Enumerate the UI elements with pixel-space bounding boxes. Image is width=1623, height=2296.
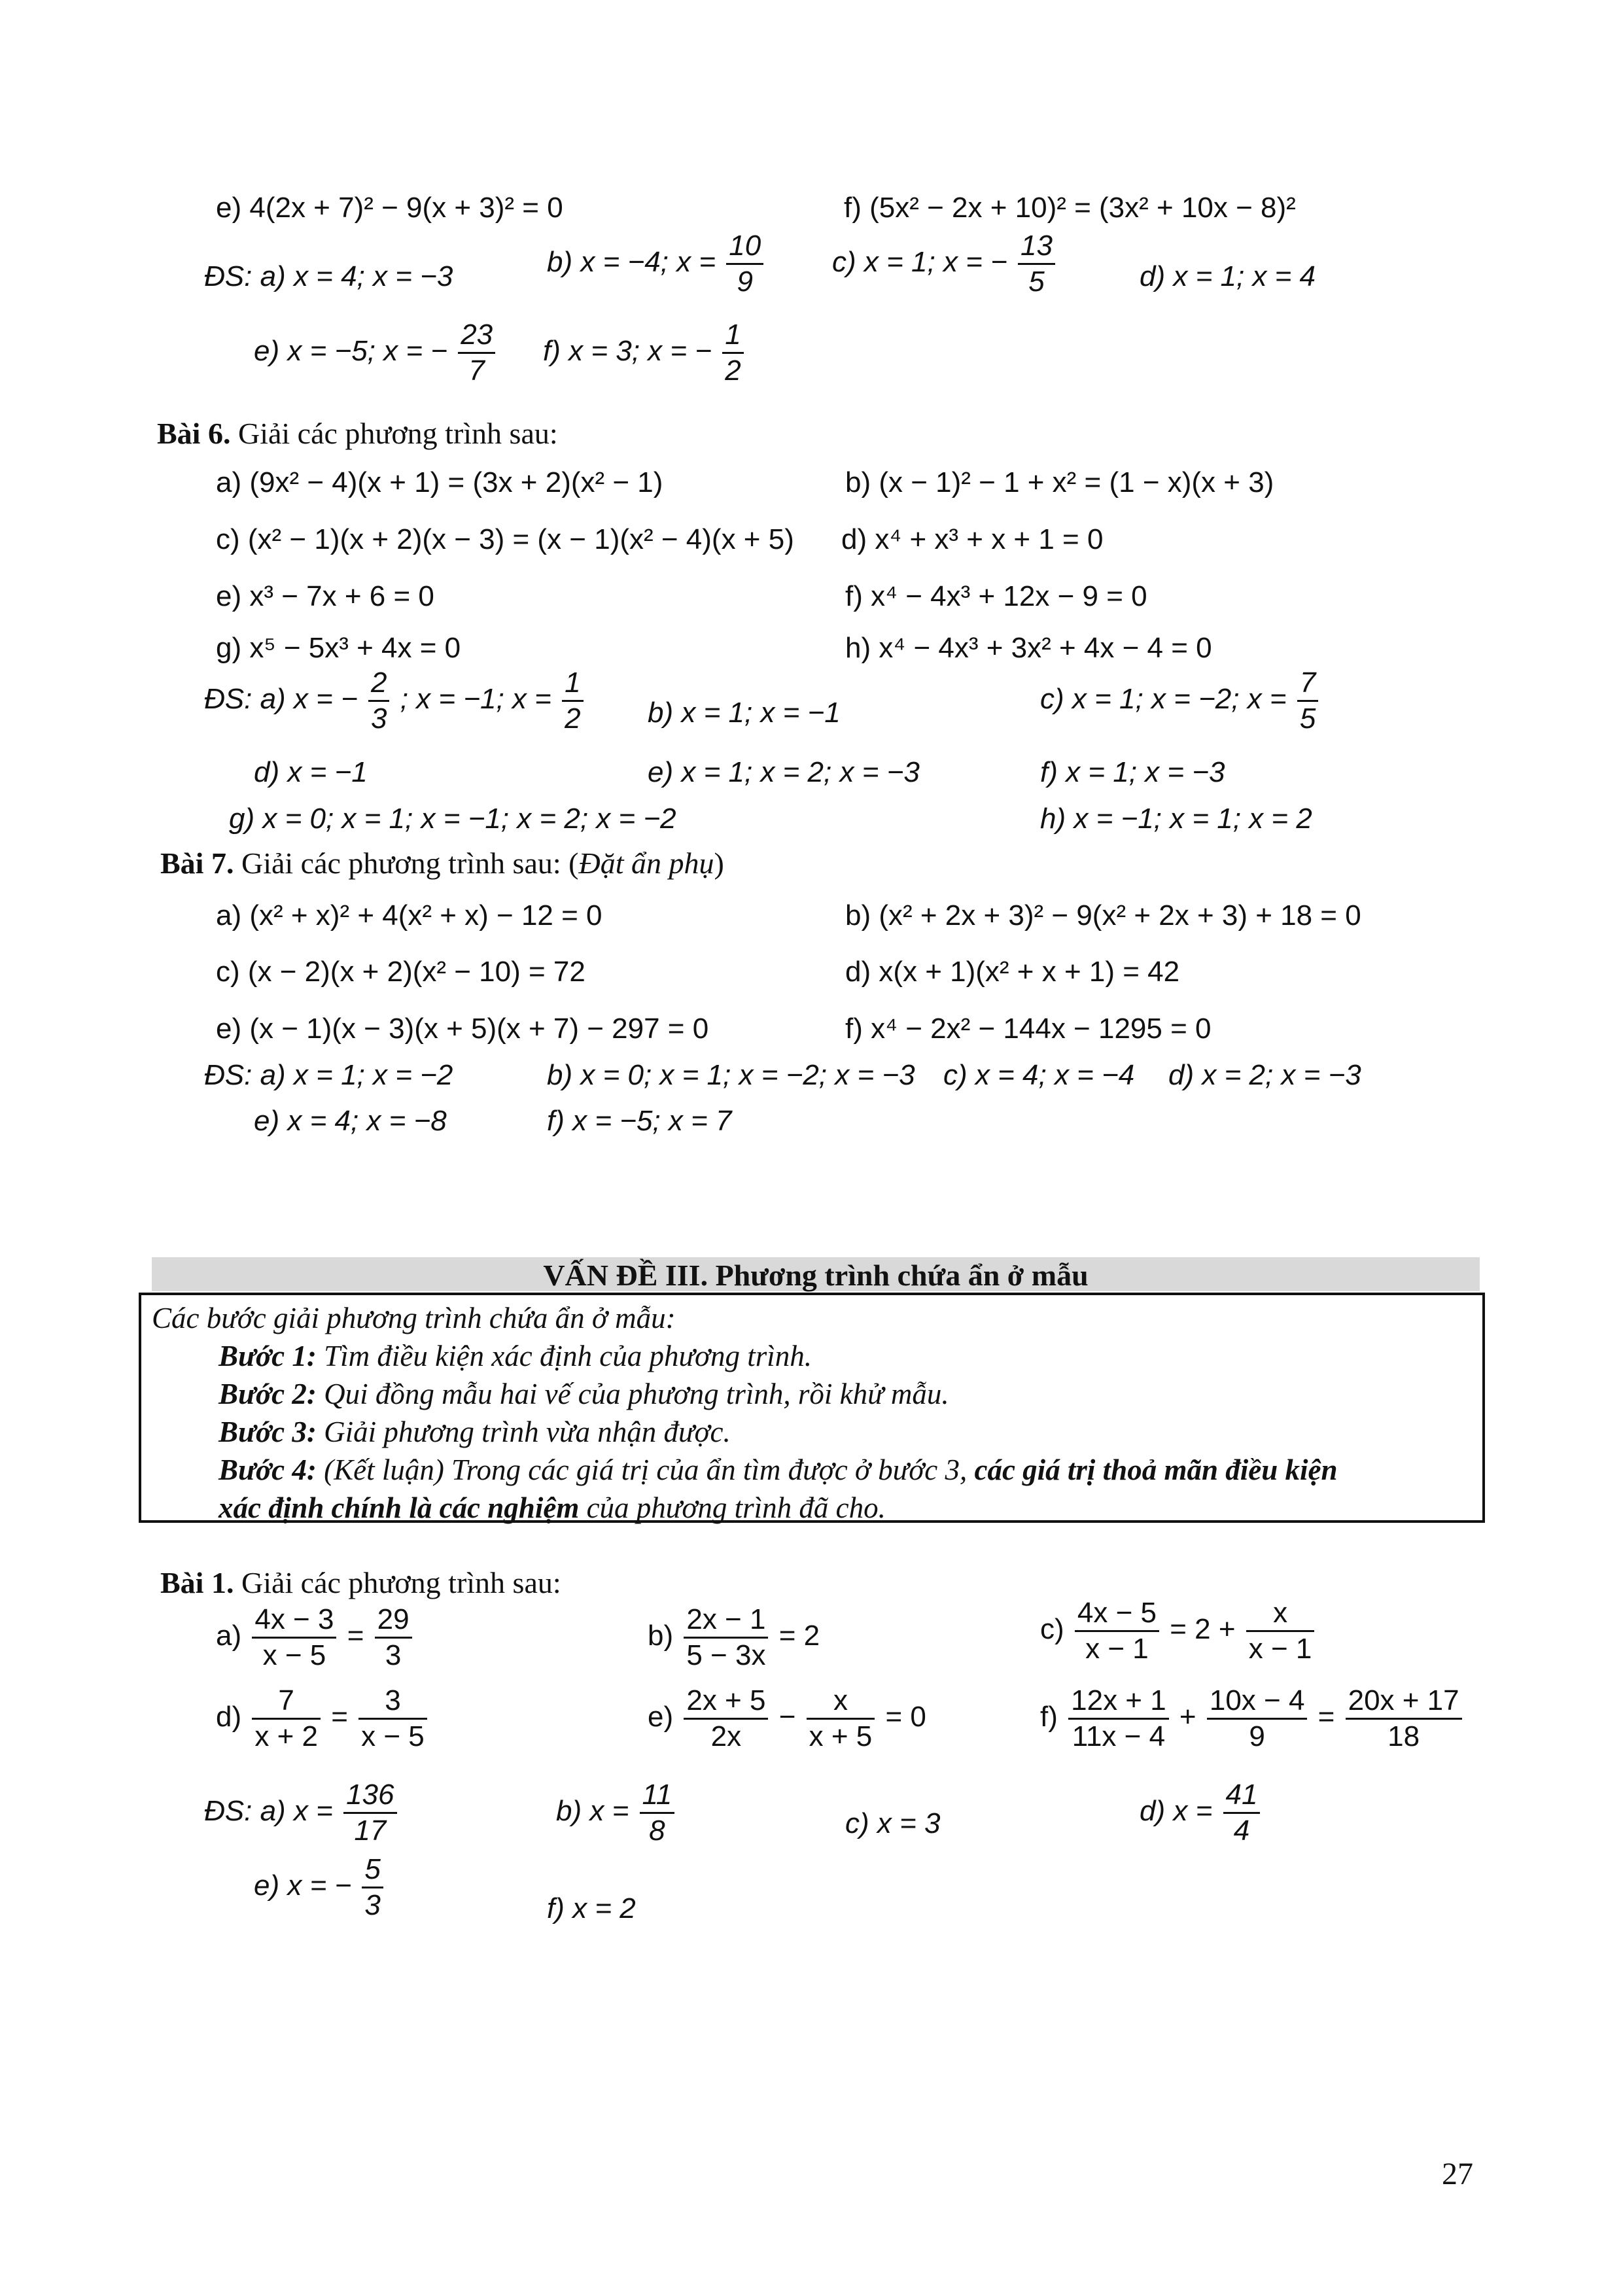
step-4-cont <box>152 1489 1472 1527</box>
bai7-number: Bài 7. <box>160 846 234 880</box>
step-4-label: Bước 4: <box>218 1453 317 1486</box>
answer-5c-text: c) x = 1; x = − <box>832 246 1007 279</box>
bai1-number: Bài 1. <box>160 1566 234 1599</box>
problem-1f-num2: 10x − 4 <box>1207 1684 1308 1720</box>
answer-7e: e) x = 4; x = −8 <box>254 1105 447 1137</box>
answer-1e-text: e) x = − <box>254 1870 352 1902</box>
answer-5c-den: 5 <box>1028 266 1045 298</box>
problem-6b: b) (x − 1)² − 1 + x² = (1 − x)(x + 3) <box>845 466 1274 498</box>
answer-5b-text: b) x = −4; x = <box>547 246 716 279</box>
problem-1c-label: c) <box>1040 1613 1064 1646</box>
problem-6h: h) x⁴ − 4x³ + 3x² + 4x − 4 = 0 <box>845 632 1212 664</box>
problem-1a-den2: 3 <box>385 1639 402 1671</box>
bai7-title <box>160 845 724 882</box>
answer-1d <box>1140 1778 1263 1848</box>
problem-1d-num1: 7 <box>252 1684 321 1720</box>
answer-6a-den1: 3 <box>371 703 387 735</box>
answer-1e-num: 5 <box>362 1852 383 1888</box>
step-2-text: Qui đồng mẫu hai vế của phương trình, rồi khử mẫu. <box>316 1378 949 1410</box>
problem-1f-label: f) <box>1040 1701 1058 1733</box>
problem-7c: c) (x − 2)(x + 2)(x² − 10) = 72 <box>216 956 585 988</box>
answer-5b-den: 9 <box>737 266 753 298</box>
answer-5e-den: 7 <box>468 355 485 387</box>
problem-6f: f) x⁴ − 4x³ + 12x − 9 = 0 <box>845 580 1147 612</box>
answer-6a-text: ĐS: a) x = − <box>204 683 358 716</box>
answer-6b: b) x = 1; x = −1 <box>648 697 841 729</box>
problem-5e: e) 4(2x + 7)² − 9(x + 3)² = 0 <box>216 192 563 224</box>
answer-7a: ĐS: a) x = 1; x = −2 <box>204 1059 453 1091</box>
steps-box <box>139 1293 1485 1523</box>
answer-1d-den: 4 <box>1233 1815 1250 1847</box>
problem-1f-den3: 18 <box>1387 1720 1420 1752</box>
bai7-instruction: Giải các phương trình sau: ( <box>234 846 579 880</box>
answer-5e-text: e) x = −5; x = − <box>254 335 447 368</box>
answer-label <box>204 258 453 295</box>
problem-5f: f) (5x² − 2x + 10)² = (3x² + 10x − 8)² <box>844 192 1296 224</box>
problem-7e: e) (x − 1)(x − 3)(x + 5)(x + 7) − 297 = 0 <box>216 1013 709 1045</box>
problem-1c-mid: = 2 + <box>1170 1613 1236 1646</box>
bai1-instruction: Giải các phương trình sau: <box>234 1566 561 1599</box>
steps-intro: Các bước giải phương trình chứa ẩn ở mẫu: <box>152 1302 676 1334</box>
step-4-end: của phương trình đã cho. <box>579 1491 886 1524</box>
answer-6h: h) x = −1; x = 1; x = 2 <box>1040 803 1312 835</box>
step-4-emphasis-2: xác định chính là các nghiệm <box>218 1491 580 1524</box>
problem-1d-num2: 3 <box>358 1684 427 1720</box>
answer-1e <box>254 1852 386 1922</box>
problem-1f-eq: = <box>1318 1701 1335 1733</box>
answer-6a-den2: 2 <box>565 703 581 735</box>
answer-6a <box>204 666 586 736</box>
problem-1a-den1: x − 5 <box>262 1639 326 1671</box>
problem-1c-den2: x − 1 <box>1248 1633 1312 1665</box>
answer-7c: c) x = 4; x = −4 <box>943 1059 1135 1091</box>
answer-1c: c) x = 3 <box>845 1807 941 1839</box>
answer-5b-num: 10 <box>726 229 763 265</box>
problem-6a: a) (9x² − 4)(x + 1) = (3x + 2)(x² − 1) <box>216 466 663 498</box>
problem-7f: f) x⁴ − 2x² − 144x − 1295 = 0 <box>845 1013 1212 1045</box>
answer-6c <box>1040 666 1321 736</box>
answer-1a-text: ĐS: a) x = <box>204 1795 333 1828</box>
answer-7f: f) x = −5; x = 7 <box>547 1105 732 1137</box>
answer-1a-den: 17 <box>354 1815 387 1847</box>
bai6-instruction: Giải các phương trình sau: <box>230 417 558 450</box>
step-3-text: Giải phương trình vừa nhận được. <box>316 1416 731 1448</box>
step-4-text: (Kết luận) Trong các giá trị của ẩn tìm được ở bước 3, <box>316 1453 975 1486</box>
answer-1b-den: 8 <box>649 1815 665 1847</box>
problem-1e-den1: 2x <box>710 1720 742 1752</box>
problem-1c-num2: x <box>1246 1596 1315 1632</box>
problem-1d-den2: x − 5 <box>361 1720 425 1752</box>
answer-5f-den: 2 <box>725 355 741 387</box>
answer-6a-mid: ; x = −1; x = <box>400 683 551 716</box>
bai6-number: Bài 6. <box>157 417 231 450</box>
answer-1d-num: 41 <box>1223 1778 1261 1814</box>
problem-6g: g) x⁵ − 5x³ + 4x = 0 <box>216 632 461 664</box>
problem-1b <box>648 1603 820 1673</box>
answer-7d: d) x = 2; x = −3 <box>1168 1059 1361 1091</box>
answer-5c-num: 13 <box>1018 229 1055 265</box>
bai7-hint: Đặt ẩn phụ <box>578 846 714 880</box>
problem-7d: d) x(x + 1)(x² + x + 1) = 42 <box>845 956 1180 988</box>
problem-1b-num: 2x − 1 <box>684 1603 768 1639</box>
answer-6g: g) x = 0; x = 1; x = −1; x = 2; x = −2 <box>229 803 676 835</box>
answer-5a: a) x = 4; x = −3 <box>260 260 453 292</box>
problem-1c-den1: x − 1 <box>1085 1633 1149 1665</box>
problem-1a-label: a) <box>216 1620 242 1652</box>
answer-1b <box>556 1778 677 1848</box>
problem-1f-num3: 20x + 17 <box>1346 1684 1462 1720</box>
section-banner: VẤN ĐỀ III. Phương trình chứa ẩn ở mẫu <box>152 1257 1480 1291</box>
problem-1b-rhs: = 2 <box>778 1620 820 1652</box>
problem-1e-minus: − <box>778 1701 796 1733</box>
step-3 <box>152 1413 1472 1451</box>
answer-label-text: ĐS: <box>204 260 253 292</box>
problem-1f-den2: 9 <box>1249 1720 1265 1752</box>
problem-1a <box>216 1603 415 1673</box>
problem-6d: d) x⁴ + x³ + x + 1 = 0 <box>841 523 1104 555</box>
bai1-title <box>160 1565 561 1601</box>
answer-6e: e) x = 1; x = 2; x = −3 <box>648 756 920 788</box>
answer-6d: d) x = −1 <box>254 756 368 788</box>
problem-1c <box>1040 1596 1317 1666</box>
answer-1a <box>204 1778 400 1848</box>
problem-1a-eq: = <box>347 1620 364 1652</box>
problem-1e-num2: x <box>807 1684 875 1720</box>
problem-1e-rhs: = 0 <box>885 1701 926 1733</box>
problem-1f <box>1040 1684 1465 1754</box>
problem-1f-num1: 12x + 1 <box>1068 1684 1169 1720</box>
step-2 <box>152 1375 1472 1413</box>
problem-1b-den: 5 − 3x <box>686 1639 766 1671</box>
problem-1a-num2: 29 <box>375 1603 412 1639</box>
problem-1c-num1: 4x − 5 <box>1075 1596 1159 1632</box>
answer-5f-text: f) x = 3; x = − <box>543 335 712 368</box>
answer-6c-num: 7 <box>1297 666 1318 702</box>
answer-5e <box>254 318 498 388</box>
answer-1a-num: 136 <box>343 1778 396 1814</box>
step-4 <box>152 1451 1472 1489</box>
bai6-title <box>157 415 558 452</box>
answer-5b <box>547 229 766 299</box>
problem-1d-label: d) <box>216 1701 242 1733</box>
problem-1e-label: e) <box>648 1701 674 1733</box>
bai7-close: ) <box>714 846 724 880</box>
problem-7b: b) (x² + 2x + 3)² − 9(x² + 2x + 3) + 18 = 0 <box>845 899 1361 931</box>
problem-1d-eq: = <box>331 1701 348 1733</box>
problem-6e: e) x³ − 7x + 6 = 0 <box>216 580 434 612</box>
problem-1e-den2: x + 5 <box>809 1720 873 1752</box>
answer-5d: d) x = 1; x = 4 <box>1140 260 1316 292</box>
answer-1e-den: 3 <box>364 1889 381 1921</box>
problem-1e <box>648 1684 926 1754</box>
problem-7a: a) (x² + x)² + 4(x² + x) − 12 = 0 <box>216 899 602 931</box>
answer-7b: b) x = 0; x = 1; x = −2; x = −3 <box>547 1059 915 1091</box>
answer-1b-text: b) x = <box>556 1795 629 1828</box>
step-2-label: Bước 2: <box>218 1378 317 1410</box>
problem-1d <box>216 1684 430 1754</box>
problem-1b-label: b) <box>648 1620 674 1652</box>
answer-5f-num: 1 <box>722 318 743 354</box>
answer-6c-den: 5 <box>1299 703 1316 735</box>
answer-6c-text: c) x = 1; x = −2; x = <box>1040 683 1287 716</box>
problem-1f-plus: + <box>1179 1701 1196 1733</box>
problem-1e-num1: 2x + 5 <box>684 1684 768 1720</box>
answer-6a-num1: 2 <box>368 666 389 702</box>
answer-1d-text: d) x = <box>1140 1795 1213 1828</box>
answer-6f: f) x = 1; x = −3 <box>1040 756 1225 788</box>
answer-5f <box>543 318 746 388</box>
answer-5c <box>832 229 1058 299</box>
answer-1b-num: 11 <box>640 1778 675 1814</box>
step-1-text: Tìm điều kiện xác định của phương trình. <box>316 1340 812 1372</box>
step-4-emphasis: các giá trị thoả mãn điều kiện <box>974 1453 1338 1486</box>
problem-1a-num1: 4x − 3 <box>252 1603 336 1639</box>
answer-6a-num2: 1 <box>562 666 583 702</box>
problem-1d-den1: x + 2 <box>254 1720 318 1752</box>
problem-1f-den1: 11x − 4 <box>1072 1720 1166 1752</box>
page-number: 27 <box>1442 2157 1473 2191</box>
step-1 <box>152 1337 1472 1375</box>
step-3-label: Bước 3: <box>218 1416 317 1448</box>
answer-1f: f) x = 2 <box>547 1892 636 1924</box>
problem-6c: c) (x² − 1)(x + 2)(x − 3) = (x − 1)(x² − 4)(x + 5) <box>216 523 794 555</box>
answer-5e-num: 23 <box>458 318 495 354</box>
step-1-label: Bước 1: <box>218 1340 317 1372</box>
